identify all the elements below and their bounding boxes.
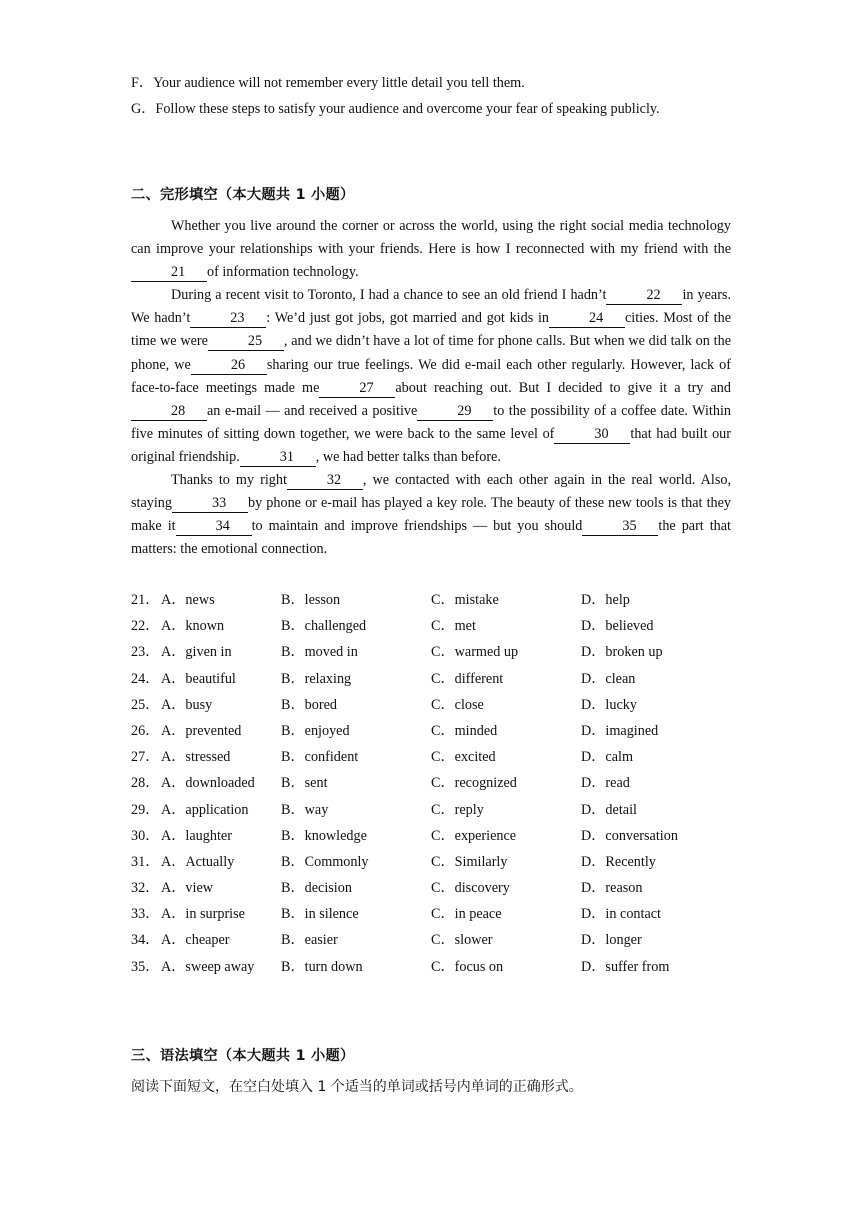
passage-paragraph-1: Whether you live around the corner or across the world, using the right social media technology can improve your relationships with your friends. Here is how I reconnected with my friend with the21 of information technology. — [131, 218, 731, 281]
option-b: B．easier — [281, 932, 338, 949]
option-a: A．busy — [161, 696, 213, 713]
option-f: F．Your audience will not remember every little detail you tell them. — [131, 75, 525, 91]
option-d: D．read — [581, 775, 630, 792]
option-b: B．knowledge — [281, 827, 367, 844]
option-c: C．slower — [431, 932, 493, 949]
question-21: 21． A．news B．lesson C．mistake D．help — [131, 589, 771, 615]
option-b: B．way — [281, 801, 329, 818]
question-30: 30． A．laughter B．knowledge C．experience D．conversation — [131, 825, 771, 851]
passage-paragraph-2: During a recent visit to Toronto, I had a chance to see an old friend I hadn’t 22 in years. We hadn’t 23 : We’d just got jobs, got married and got kids in 24 cities. Most of the time we were 25 , and we didn’t have a lot of time for phone calls. But when we did talk on the phone, we 26 sharing our true feelings. We did e-mail each other regularly. However, lack of face-to-face meetings made me 27 about reaching out. But I decided to give it a try and28 an e-mail — and received a positive 29 to the possibility of a coffee date. Within five minutes of sitting down together, we were back to the same level of 30 that had built our original friendship. 31 , we had better talks than before. — [131, 287, 731, 465]
option-a: A．news — [161, 592, 215, 608]
option-a: A．application — [161, 801, 249, 818]
question-31: 31． A．Actually B．Commonly C．Similarly D．Recently — [131, 851, 771, 877]
option-a: A．known — [161, 618, 225, 635]
option-c: C．Similarly — [431, 853, 508, 870]
option-a: A．Actually — [161, 853, 235, 870]
option-d: D．longer — [581, 932, 642, 949]
question-24: 24． A．beautiful B．relaxing C．different D．clean — [131, 668, 771, 694]
blank-29: 29 — [417, 403, 493, 421]
option-b: B．challenged — [281, 618, 367, 635]
option-d: D．in contact — [581, 906, 661, 923]
blank-35: 35 — [582, 518, 658, 536]
option-c: C．excited — [431, 749, 496, 766]
option-c: C．mistake — [431, 592, 499, 608]
option-d: D．reason — [581, 880, 643, 897]
option-a: A．view — [161, 880, 214, 897]
section-heading-grammar: 三、语法填空（本大题共 1 小题） — [131, 1048, 355, 1064]
option-c: C．in peace — [431, 906, 502, 923]
blank-22: 22 — [606, 287, 682, 305]
question-35: 35． A．sweep away B．turn down C．focus on D．suffer from — [131, 956, 771, 982]
option-d: D．detail — [581, 801, 637, 818]
blank-24: 24 — [549, 310, 625, 328]
option-c: C．warmed up — [431, 644, 519, 661]
blank-28: 28 — [131, 403, 207, 421]
option-d: D．broken up — [581, 644, 663, 661]
question-29: 29． A．application B．way C．reply D．detail — [131, 799, 771, 825]
option-d: D．clean — [581, 670, 636, 687]
grammar-instruction: 阅读下面短文，在空白处填入 1 个适当的单词或括号内单词的正确形式。 — [131, 1079, 583, 1095]
option-d: D．lucky — [581, 696, 637, 713]
passage-paragraph-3: Thanks to my right 32 , we contacted with each other again in the real world. Also, staying 33 by phone or e-mail has played a key role. The beauty of these new tools is that they make it 34 to maintain and improve friendships — but you should 35 the part that matters: the emotional connection. — [131, 472, 731, 558]
option-b: B．moved in — [281, 644, 358, 661]
blank-32: 32 — [287, 472, 363, 490]
option-d: D．believed — [581, 618, 654, 635]
question-32: 32． A．view B．decision C．discovery D．reason — [131, 877, 771, 903]
option-a: A．downloaded — [161, 775, 255, 792]
option-c: C．close — [431, 696, 484, 713]
option-c: C．focus on — [431, 958, 504, 975]
question-22: 22． A．known B．challenged C．met D．believed — [131, 615, 771, 641]
section-heading-cloze: 二、完形填空（本大题共 1 小题） — [131, 187, 355, 203]
option-c: C．recognized — [431, 775, 517, 792]
question-25: 25． A．busy B．bored C．close D．lucky — [131, 694, 771, 720]
option-b: B．sent — [281, 775, 328, 792]
option-a: A．prevented — [161, 722, 242, 739]
question-34: 34． A．cheaper B．easier C．slower D．longer — [131, 929, 771, 955]
option-c: C．reply — [431, 801, 484, 818]
blank-30: 30 — [554, 426, 630, 444]
option-b: B．turn down — [281, 958, 363, 975]
option-d: D．help — [581, 592, 630, 608]
question-27: 27． A．stressed B．confident C．excited D．calm — [131, 746, 771, 772]
option-b: B．Commonly — [281, 853, 369, 870]
option-c: C．different — [431, 670, 504, 687]
option-c: C．discovery — [431, 880, 510, 897]
blank-33: 33 — [172, 495, 248, 513]
option-b: B．relaxing — [281, 670, 352, 687]
question-28: 28． A．downloaded B．sent C．recognized D．read — [131, 772, 771, 798]
blank-27: 27 — [319, 380, 395, 398]
question-23: 23． A．given in B．moved in C．warmed up D．broken up — [131, 641, 771, 667]
option-d: D．suffer from — [581, 958, 670, 975]
option-b: B．decision — [281, 880, 352, 897]
option-b: B．enjoyed — [281, 722, 350, 739]
answer-options — [131, 589, 771, 982]
option-a: A．in surprise — [161, 906, 245, 923]
option-a: A．stressed — [161, 749, 231, 766]
option-b: B．in silence — [281, 906, 359, 923]
option-b: B．bored — [281, 696, 337, 713]
question-33: 33． A．in surprise B．in silence C．in peace D．in contact — [131, 903, 771, 929]
option-b: B．lesson — [281, 592, 341, 608]
option-a: A．cheaper — [161, 932, 230, 949]
question-26: 26． A．prevented B．enjoyed C．minded D．imagined — [131, 720, 771, 746]
option-c: C．minded — [431, 722, 498, 739]
option-g: G．Follow these steps to satisfy your audience and overcome your fear of speaking publicly. — [131, 101, 660, 117]
blank-31: 31 — [240, 449, 316, 467]
blank-34: 34 — [176, 518, 252, 536]
cloze-passage — [131, 215, 731, 561]
option-d: D．imagined — [581, 722, 659, 739]
option-a: A．sweep away — [161, 958, 255, 975]
option-a: A．given in — [161, 644, 232, 661]
blank-26: 26 — [191, 357, 267, 375]
option-c: C．experience — [431, 827, 517, 844]
option-c: C．met — [431, 618, 476, 635]
blank-21: 21 — [131, 264, 207, 282]
option-a: A．laughter — [161, 827, 232, 844]
option-d: D．conversation — [581, 827, 678, 844]
option-a: A．beautiful — [161, 670, 236, 687]
option-b: B．confident — [281, 749, 359, 766]
blank-25: 25 — [208, 333, 284, 351]
option-d: D．calm — [581, 749, 634, 766]
blank-23: 23 — [190, 310, 266, 328]
option-d: D．Recently — [581, 853, 656, 870]
